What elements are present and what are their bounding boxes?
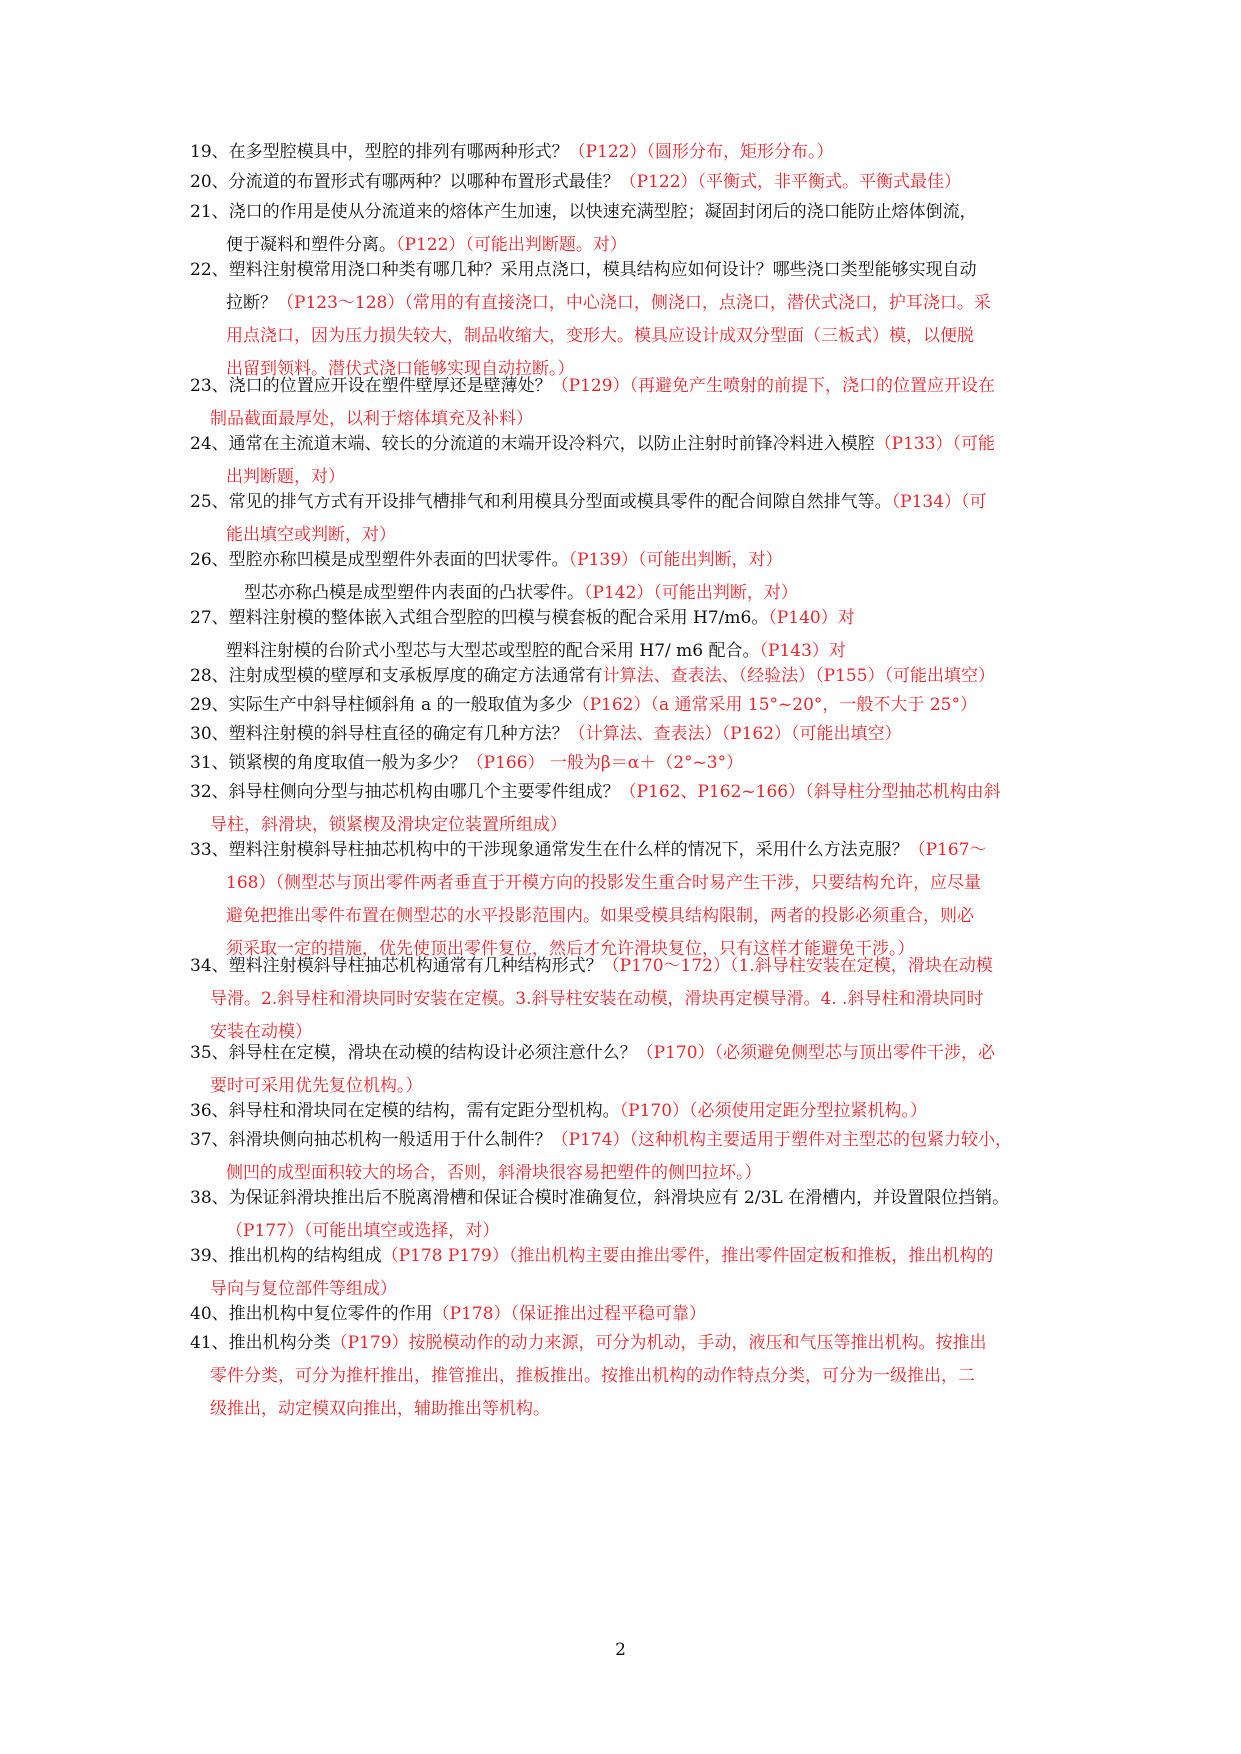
continuation-line (190, 1360, 1070, 1393)
question-item (190, 1037, 1070, 1103)
question-number: 41、 (190, 1333, 229, 1353)
question-item (190, 196, 1070, 262)
answer-text: （P162）（a 通常采用 15°~20°，一般不大于 25°） (572, 695, 977, 715)
question-number: 39、 (190, 1246, 229, 1266)
continuation-line (190, 287, 1070, 320)
question-text: 浇口的位置应开设在塑件壁厚还是壁薄处？ (228, 376, 552, 396)
question-item (190, 602, 1070, 668)
answer-text: 安装在动模） (210, 1022, 312, 1042)
answer-text: （P167～ (908, 840, 987, 860)
question-number: 19、 (190, 142, 229, 162)
question-text: 塑料注射模的斜导柱直径的确定有几种方法？ (228, 724, 569, 744)
answer-text: （P122）（可能出判断题。对） (396, 235, 627, 255)
question-text: 斜导柱侧向分型与抽芯机构由哪几个主要零件组成？ (228, 782, 620, 802)
question-number: 26、 (190, 550, 229, 570)
answer-text: 级推出，动定模双向推出，辅助推出等机构。 (210, 1399, 550, 1419)
question-text: 注射成型模的壁厚和支承板厚度的确定方法通常有 (228, 666, 603, 686)
question-text: 斜导柱和滑块同在定模的结构，需有定距分型机构。 (228, 1101, 620, 1121)
answer-text: 用点浇口，因为压力损失较大，制品收缩大，变形大。模具应设计成双分型面（三板式）模，以便脱 (226, 326, 974, 346)
answer-text: （P129）（再避免产生喷射的前提下，浇口的位置应开设在 (551, 376, 996, 396)
continuation-line (190, 867, 1070, 900)
question-item (190, 1240, 1070, 1306)
question-text: 塑料注射模斜导柱抽芯机构中的干涉现象通常发生在什么样的情况下，采用什么方法克服？ (228, 840, 909, 860)
question-text: 便于凝料和塑件分离。 (226, 235, 396, 255)
question-number: 24、 (190, 434, 229, 454)
question-text: 拉断？ (226, 293, 277, 313)
answer-text: （P178）（保证推出过程平稳可靠） (432, 1304, 707, 1324)
question-number: 29、 (190, 695, 229, 715)
answer-text: 要时可采用优先复位机构。） (210, 1076, 423, 1096)
answer-text: （计算法、查表法）（P162）（可能出填空） (568, 724, 902, 744)
question-text: 实际生产中斜导柱倾斜角 a 的一般取值为多少 (228, 695, 573, 715)
question-number: 32、 (190, 782, 229, 802)
page-number: 2 (615, 1640, 626, 1660)
answer-text: （P170）（必须避免侧型芯与顶出零件干涉，必 (636, 1043, 996, 1063)
question-text: 塑料注射模常用浇口种类有哪几种？采用点浇口，模具结构应如何设计？哪些浇口类型能够实现自动 (228, 260, 977, 280)
answer-text: （P142）（可能出判断，对） (584, 583, 798, 603)
question-text: 推出机构的结构组成 (228, 1246, 382, 1266)
question-text: 分流道的布置形式有哪两种？以哪种布置形式最佳？ (228, 172, 620, 192)
question-item (190, 544, 1070, 610)
continuation-line (190, 983, 1070, 1016)
question-text: 斜导柱在定模，滑块在动模的结构设计必须注意什么？ (228, 1043, 637, 1063)
answer-text: 导向与复位部件等组成） (210, 1279, 397, 1299)
question-item (190, 950, 1070, 1049)
answer-text: （P170～172）（1.斜导柱安装在定模，滑块在动模 (602, 956, 993, 976)
answer-text: （P170）（必须使用定距分型拉紧机构。） (619, 1101, 928, 1121)
question-number: 30、 (190, 724, 229, 744)
answer-text: 导柱，斜滑块，锁紧楔及滑块定位装置所组成） (210, 815, 567, 835)
continuation-line (190, 320, 1070, 353)
question-text: 为保证斜滑块推出后不脱离滑槽和保证合模时准确复位，斜滑块应有 2/3L 在滑槽内，并设置限位挡销。 (228, 1188, 1010, 1208)
question-number: 27、 (190, 608, 229, 628)
question-number: 37、 (190, 1130, 229, 1150)
answer-text: 侧凹的成型面积较大的场合，否则，斜滑块很容易把塑件的侧凹拉坏。） (226, 1163, 762, 1183)
question-number: 23、 (190, 376, 229, 396)
question-text: 推出机构分类 (228, 1333, 331, 1353)
question-text: 浇口的作用是使从分流道来的熔体产生加速，以快速充满型腔；凝固封闭后的浇口能防止熔体倒流， (228, 202, 977, 222)
question-item (190, 834, 1070, 966)
answer-text: 168）（侧型芯与顶出零件两者垂直于开模方向的投影发生重合时易产生干涉，只要结构允许，应尽量 (226, 873, 981, 893)
question-item (190, 428, 1070, 494)
question-text: 型芯亦称凸模是成型塑件内表面的凸状零件。 (244, 583, 584, 603)
question-text: 塑料注射模斜导柱抽芯机构通常有几种结构形式？ (228, 956, 603, 976)
answer-text: 制品截面最厚处，以利于熔体填充及补料） (210, 409, 533, 429)
answer-text: （P177）（可能出填空或选择，对） (226, 1221, 500, 1241)
continuation-line (190, 1393, 1070, 1426)
question-text: 斜滑块侧向抽芯机构一般适用于什么制件？ (228, 1130, 552, 1150)
question-number: 34、 (190, 956, 229, 976)
answer-text: 零件分类，可分为推杆推出，推管推出，推板推出。按推出机构的动作特点分类，可分为一级推出，二 (210, 1366, 975, 1386)
answer-text: 导滑。2.斜导柱和滑块同时安装在定模。3.斜导柱安装在动模，滑块再定模导滑。4. .斜导柱和滑块同时 (210, 989, 984, 1009)
answer-text: （P134）（可 (891, 492, 987, 512)
question-number: 33、 (190, 840, 229, 860)
question-number: 38、 (190, 1188, 229, 1208)
answer-text: （P123～128）（常用的有直接浇口，中心浇口，侧浇口，点浇口，潜伏式浇口，护耳浇口。采 (277, 293, 991, 313)
question-number: 22、 (190, 260, 229, 280)
answer-text: 避免把推出零件布置在侧型芯的水平投影范围内。如果受模具结构限制，两者的投影必须重合，则必 (226, 906, 974, 926)
answer-text: 出判断题，对） (226, 467, 345, 487)
answer-text: 能出填空或判断，对） (226, 525, 396, 545)
answer-text: （P140）对 (768, 608, 855, 628)
question-text: 推出机构中复位零件的作用 (228, 1304, 433, 1324)
question-number: 28、 (190, 666, 229, 686)
answer-text: （P174）（这种机构主要适用于塑件对主型芯的包紧力较小， (551, 1130, 1013, 1150)
question-item (190, 166, 1070, 199)
answer-text: （P178 P179）（推出机构主要由推出零件，推出零件固定板和推板，推出机构的 (381, 1246, 994, 1266)
answer-text: 出留到领料。潜伏式浇口能够实现自动拉断。） (226, 359, 575, 379)
answer-text: （P143）对 (759, 641, 846, 661)
question-item (190, 486, 1070, 552)
answer-text: （P139）（可能出判断，对） (568, 550, 783, 570)
question-item (190, 370, 1070, 436)
question-text: 锁紧楔的角度取值一般为多少？ (228, 753, 467, 773)
question-number: 31、 (190, 753, 229, 773)
answer-text: （P166） 一般为β＝α＋（2°~3°） (466, 753, 744, 773)
answer-text: 计算法、查表法、（经验法）（P155）（可能出填空） (602, 666, 996, 686)
question-text: 通常在主流道末端、较长的分流道的末端开设冷料穴，以防止注射时前锋冷料进入模腔 (228, 434, 875, 454)
question-item (190, 254, 1070, 386)
question-item (190, 776, 1070, 842)
answer-text: （P179）按脱模动作的动力来源，可分为机动，手动，液压和气压等推出机构。按推出 (330, 1333, 987, 1353)
answer-text: 须采取一定的措施，优先使顶出零件复位，然后才允许滑块复位，只有这样才能避免干涉。） (226, 939, 915, 959)
question-text: 型腔亦称凹模是成型塑件外表面的凹状零件。 (228, 550, 569, 570)
question-item (190, 1124, 1070, 1190)
question-number: 36、 (190, 1101, 229, 1121)
question-number: 40、 (190, 1304, 229, 1324)
answer-text: （P162、P162~166）（斜导柱分型抽芯机构由斜 (619, 782, 1001, 802)
question-number: 20、 (190, 172, 229, 192)
question-number: 35、 (190, 1043, 229, 1063)
continuation-line (190, 900, 1070, 933)
question-item (190, 1182, 1070, 1248)
answer-text: （P122）（平衡式，非平衡式。平衡式最佳） (619, 172, 962, 192)
question-number: 21、 (190, 202, 229, 222)
question-number: 25、 (190, 492, 229, 512)
answer-text: （P133）（可能 (874, 434, 996, 454)
answer-text: （P122）（圆形分布，矩形分布。） (568, 142, 834, 162)
question-item (190, 136, 1070, 169)
question-text: 常见的排气方式有开设排气槽排气和利用模具分型面或模具零件的配合间隙自然排气等。 (228, 492, 892, 512)
question-item (190, 1327, 1070, 1426)
question-text: 塑料注射模的整体嵌入式组合型腔的凹模与模套板的配合采用 H7/m6。 (228, 608, 769, 628)
question-text: 塑料注射模的台阶式小型芯与大型芯或型腔的配合采用 H7/ m6 配合。 (226, 641, 760, 661)
question-text: 在多型腔模具中，型腔的排列有哪两种形式？ (228, 142, 569, 162)
